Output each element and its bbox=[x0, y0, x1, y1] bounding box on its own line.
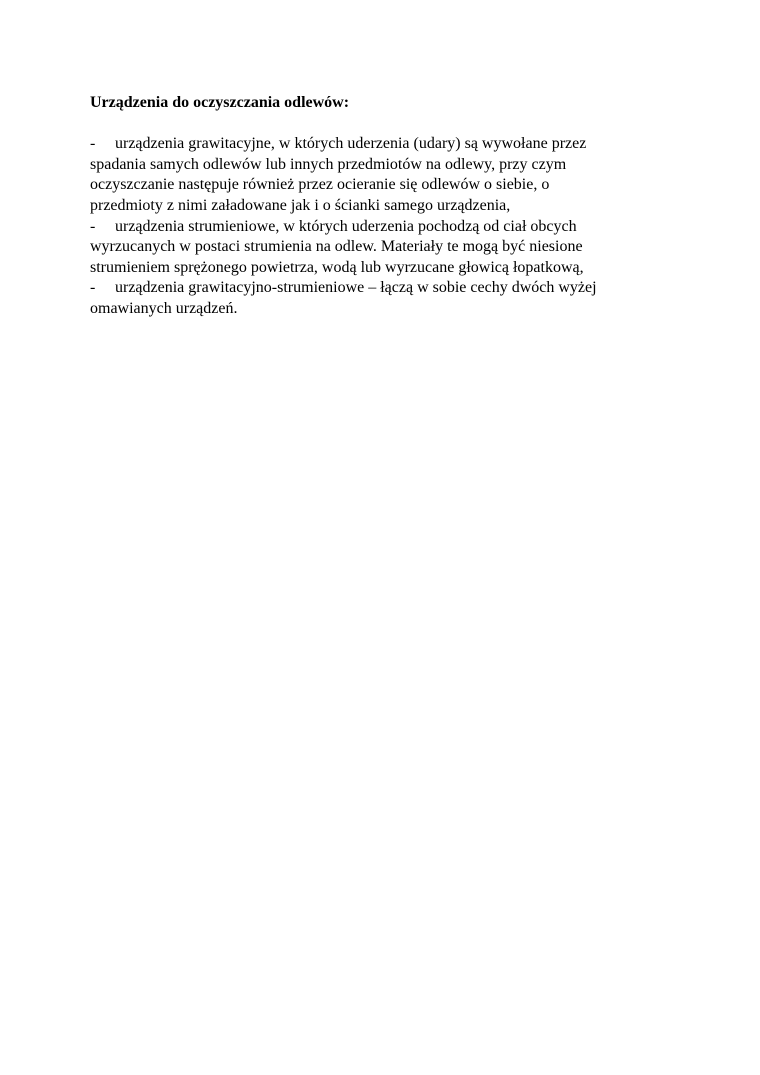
list-marker: - bbox=[90, 217, 96, 235]
list-marker: - bbox=[90, 135, 96, 153]
list-item-3-line-1 bbox=[90, 278, 670, 299]
list-item-1-line-2: spadania samych odlewów lub innych przedmiotów na odlewy, przy czym bbox=[90, 155, 567, 173]
document-body bbox=[90, 93, 670, 320]
document-heading: Urządzenia do oczyszczania odlewów: bbox=[90, 94, 350, 111]
list-item-2-line-2: wyrzucanych w postaci strumienia na odlew. Materiały te mogą być niesione bbox=[90, 238, 583, 256]
list-line-text: urządzenia strumieniowe, w których uderzenia pochodzą od ciał obcych bbox=[115, 217, 577, 235]
list-line-text: urządzenia grawitacyjne, w których uderzenia (udary) są wywołane przez bbox=[115, 135, 587, 153]
list-item-1-line-1 bbox=[90, 134, 670, 155]
list-marker: - bbox=[90, 279, 96, 297]
list-line-text: urządzenia grawitacyjno-strumieniowe – łączą w sobie cechy dwóch wyżej bbox=[115, 279, 597, 297]
blank-line bbox=[90, 114, 670, 135]
list-item-2-line-3: strumieniem sprężonego powietrza, wodą lub wyrzucane głowicą łopatkową, bbox=[90, 258, 584, 276]
list-item-2-line-1 bbox=[90, 217, 670, 238]
list-item-1-line-3: oczyszczanie następuje również przez ocieranie się odlewów o siebie, o bbox=[90, 176, 550, 194]
list-item-3-line-2: omawianych urządzeń. bbox=[90, 299, 238, 317]
list-item-1-line-4: przedmioty z nimi załadowane jak i o ścianki samego urządzenia, bbox=[90, 196, 511, 214]
